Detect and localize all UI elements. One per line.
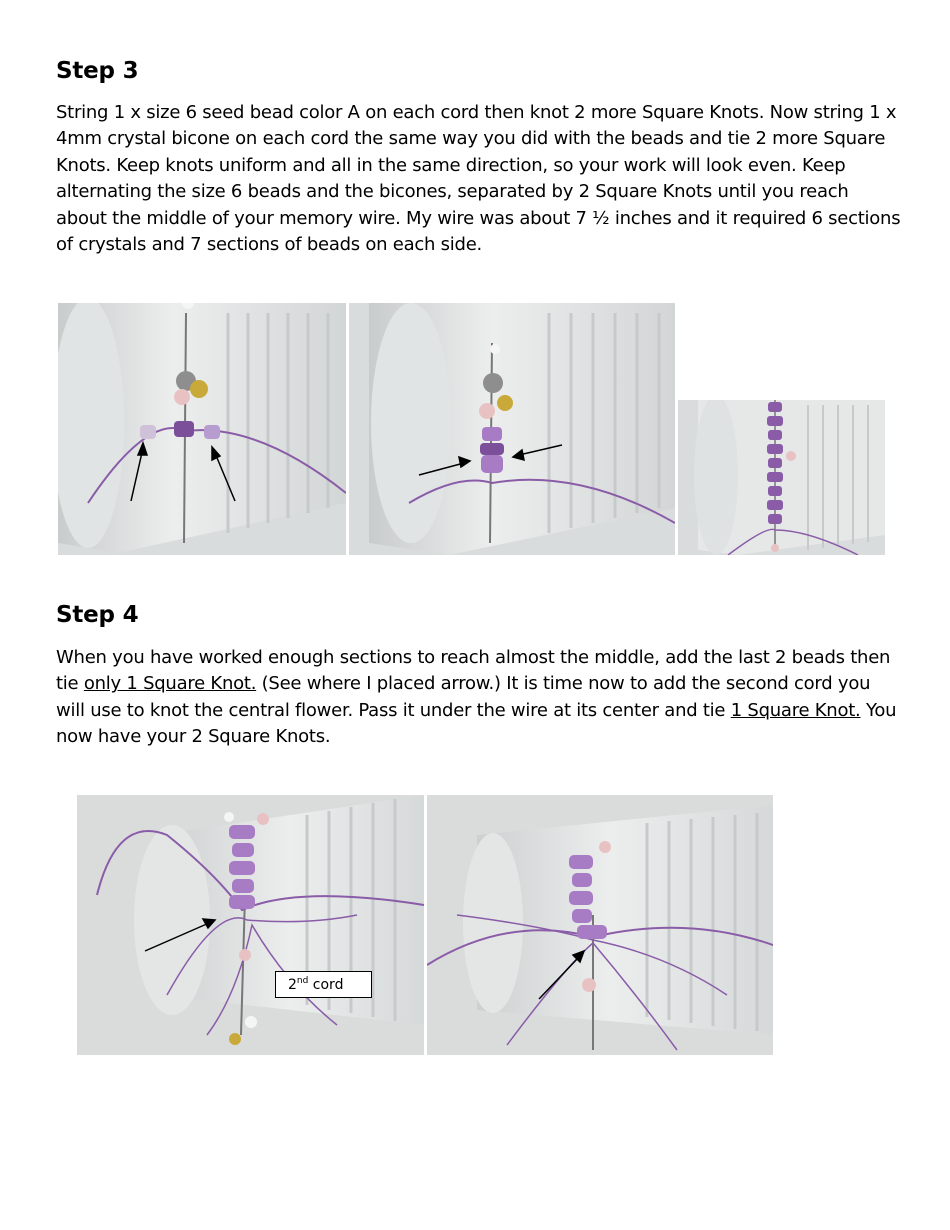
step4-paragraph (56, 645, 901, 751)
step3-paragraph: String 1 x size 6 seed bead color A on each cord then knot 2 more Square Knots. Now string 1 x 4mm crystal bicone on each cord the same way you did with the beads and tie 2 more Square Knots. Keep knots uniform and all in the same direction, so your work will look even. Keep alternating the size 6 beads and the bicones, separated by 2 Square Knots until you reach about the middle of your memory wire. My wire was about 7 ½ inches and it required 6 sections of crystals and 7 sections of beads on each side. (56, 102, 901, 256)
callout-suffix: cord (308, 977, 344, 993)
step3-photo-3 (678, 400, 885, 555)
callout-superscript: nd (296, 976, 309, 986)
step4-photo-1 (77, 795, 424, 1055)
step4-text-3: You now have your 2 Square Knots. (56, 699, 897, 748)
step3-heading: Step 3 (56, 58, 139, 84)
step3-photo-2 (349, 303, 675, 555)
step4-heading: Step 4 (56, 602, 139, 628)
step4-photo-2 (427, 795, 773, 1055)
step3-photo-1 (58, 303, 346, 555)
step4-underline-2: 1 Square Knot. (730, 699, 861, 721)
step4-text-1: When you have worked enough sections to reach almost the middle, add the last 2 beads then tie (56, 647, 891, 695)
callout-prefix: 2 (288, 977, 297, 993)
second-cord-callout (275, 971, 372, 998)
step4-underline-1: only 1 Square Knot. (83, 673, 257, 695)
step4-text-2: (See where I placed arrow.) It is time now to add the second cord you will use to knot the central flower. Pass it under the wire at its center and tie (56, 673, 871, 721)
